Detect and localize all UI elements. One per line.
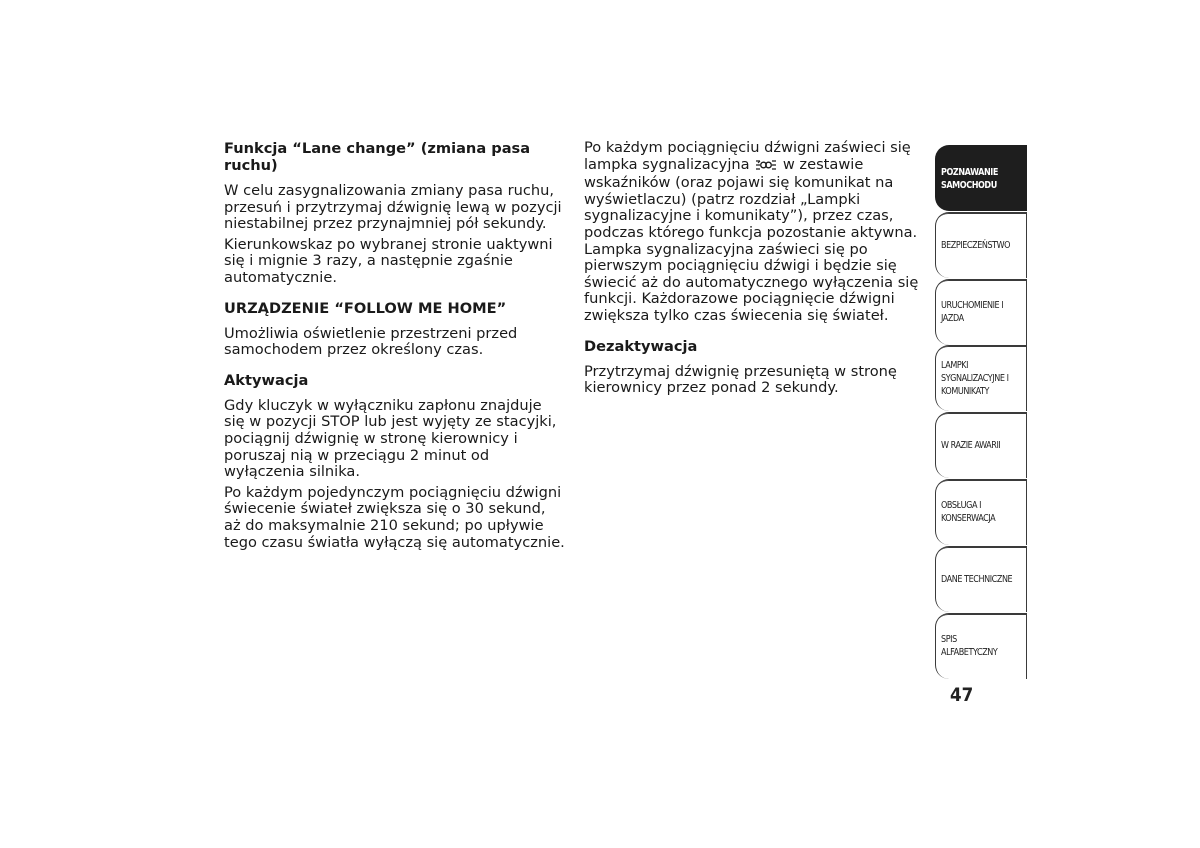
- lane-change-heading: Funkcja “Lane change” (zmiana pasa ruchu): [224, 140, 531, 174]
- activation-heading: Aktywacja: [224, 371, 309, 389]
- chapter-tabs: [935, 145, 1027, 679]
- lane-change-paragraph-1: W celu zasygnalizowania zmiany pasa ruchu, przesuń i przytrzymaj dźwignię lewą w pozycji niestabilnej przez przynajmniej pół sekundy.: [224, 182, 562, 233]
- indicator-lamp-paragraph: [584, 140, 930, 325]
- indicator-lamp-text-after: w zestawie wskaźników (oraz pojawi się komunikat na wyświetlaczu) (patrz rozdział „Lampki sygnalizacyjne i komunikaty”), przez czas, podczas którego funkcja pozostanie aktywna. Lampka sygnalizacyjna zaświeci się po pierwszym pociągnięciu dźwigi i będzie się świecić aż do automatycznego wyłączenia się funkcji. Każdorazowe pociągnięcie dźwigni zwiększa tylko czas świecenia się świateł.: [584, 155, 919, 324]
- indicator-lamp-text-before: Po każdym pociągnięciu dźwigni zaświeci się lampka sygnalizacyjna: [584, 139, 911, 173]
- tab-w-razie-awarii[interactable]: [935, 412, 1027, 478]
- tab-label: LAMPKI SYGNALIZACYJNE I KOMUNIKATY: [941, 360, 1009, 398]
- lane-change-paragraph-2: Kierunkowskaz po wybranej stronie uaktywni się i mignie 3 razy, a następnie zgaśnie automatycznie.: [224, 235, 553, 286]
- page-number: 47: [950, 684, 974, 706]
- activation-paragraph-2: Po każdym pojedynczym pociągnięciu dźwigni świecenie świateł zwiększa się o 30 sekund, aż do maksymalnie 210 sekund; po upływie tego czasu światła wyłączą się automatycznie.: [224, 483, 565, 551]
- tab-label: BEZPIECZEŃSTWO: [941, 239, 1011, 251]
- follow-me-home-paragraph: Umożliwia oświetlenie przestrzeni przed samochodem przez określony czas.: [224, 324, 518, 359]
- position-lights-icon: [755, 159, 777, 176]
- tab-label: SPIS ALFABETYCZNY: [941, 634, 998, 659]
- tab-label: POZNAWANIE SAMOCHODU: [941, 166, 998, 191]
- right-column: [584, 140, 930, 401]
- tab-bezpieczenstwo[interactable]: [935, 212, 1027, 278]
- tab-label: W RAZIE AWARII: [941, 440, 1001, 452]
- tab-label: URUCHOMIENIE I JAZDA: [941, 300, 1004, 325]
- tab-uruchomienie-i-jazda[interactable]: [935, 279, 1027, 345]
- deactivation-paragraph: Przytrzymaj dźwignię przesuniętą w stronę kierownicy przez ponad 2 sekundy.: [584, 362, 897, 397]
- tab-dane-techniczne[interactable]: [935, 546, 1027, 612]
- tab-obsluga-i-konserwacja[interactable]: [935, 479, 1027, 545]
- deactivation-heading: Dezaktywacja: [584, 337, 698, 355]
- follow-me-home-heading: URZĄDZENIE “FOLLOW ME HOME”: [224, 299, 507, 317]
- tab-label: DANE TECHNICZNE: [941, 573, 1013, 585]
- tab-label: OBSŁUGA I KONSERWACJA: [941, 500, 996, 525]
- left-column: [224, 140, 566, 555]
- activation-paragraph-1: Gdy kluczyk w wyłączniku zapłonu znajduje się w pozycji STOP lub jest wyjęty ze stacyjki, pociągnij dźwignię w stronę kierownicy i poruszaj nią w przeciągu 2 minut od wyłączenia silnika.: [224, 396, 557, 481]
- tab-poznawanie-samochodu[interactable]: [935, 145, 1027, 211]
- tab-lampki-sygnalizacyjne[interactable]: [935, 345, 1027, 411]
- tab-spis-alfabetyczny[interactable]: [935, 613, 1027, 679]
